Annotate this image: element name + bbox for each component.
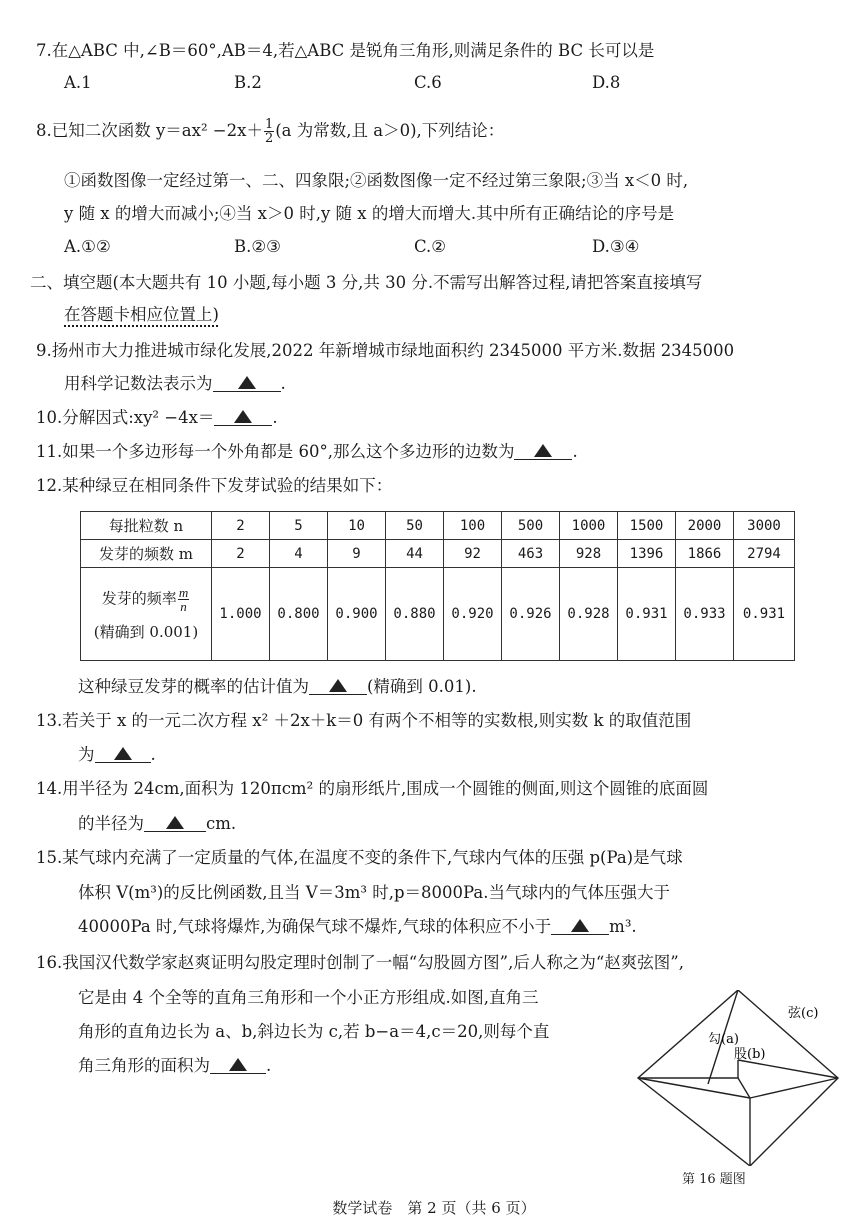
freq-fraction	[178, 586, 189, 613]
table-cell: 2794	[734, 540, 795, 568]
q13-line2-pre: 为	[78, 745, 95, 764]
page-footer: 数学试卷 第 2 页（共 6 页）	[332, 1199, 536, 1217]
triangle-icon	[234, 410, 252, 423]
q13-line2	[78, 744, 156, 766]
q12-answer-blank	[309, 676, 367, 695]
table-cell: 2	[212, 512, 270, 540]
q13-line2-post: .	[150, 745, 156, 764]
q9-line2	[64, 373, 286, 395]
q16-line4-post: .	[266, 1056, 272, 1075]
q15-line3-pre: 40000Pa 时,气球将爆炸,为确保气球不爆炸,气球的体积应不小于	[78, 917, 552, 936]
q16-line3: 角形的直角边长为 a、b,斜边长为 c,若 b−a＝4,c＝20,则每个直	[78, 1022, 550, 1041]
table-cell: 928	[560, 540, 618, 568]
triangle-icon	[571, 919, 589, 932]
section2-heading-cont: 在答题卡相应位置上)	[64, 305, 219, 324]
q8-fraction	[264, 118, 274, 145]
q12-after	[78, 676, 477, 698]
q8-stem-post: (a 为常数,且 a＞0),下列结论：	[275, 121, 505, 140]
fig-label-a: 勾(a)	[708, 1032, 739, 1047]
table-cell: 1.000	[212, 568, 270, 661]
triangle-icon	[534, 444, 552, 457]
table-cell: 4	[270, 540, 328, 568]
table-cell: 0.928	[560, 568, 618, 661]
table-cell: 0.931	[734, 568, 795, 661]
table-cell: 100	[444, 512, 502, 540]
q16-line4-pre: 角三角形的面积为	[78, 1056, 210, 1075]
triangle-icon	[329, 679, 347, 692]
q13-line1: 13.若关于 x 的一元二次方程 x² ＋2x＋k＝0 有两个不相等的实数根,则实数 k 的取值范围	[36, 711, 692, 730]
triangle-icon	[166, 816, 184, 829]
table-cell: 92	[444, 540, 502, 568]
table-cell: 44	[386, 540, 444, 568]
q15-line3	[78, 916, 637, 938]
table-cell: 463	[502, 540, 560, 568]
q15-line2: 体积 V(m³)的反比例函数,且当 V＝3m³ 时,p＝8000Pa.当气球内的气体压强大于	[78, 883, 670, 902]
q14-line2-post: cm.	[206, 814, 237, 833]
q14-line2-pre: 的半径为	[78, 814, 144, 833]
table-row	[81, 512, 795, 540]
q15-answer-blank	[551, 916, 609, 935]
zhao-shuang-svg	[630, 990, 840, 1166]
zhao-shuang-diagram	[630, 990, 840, 1170]
freq-frac-num: m	[178, 585, 189, 600]
q9-line1: 9.扬州市大力推进城市绿化发展,2022 年新增城市绿地面积约 2345000 平方米.数据 2345000	[36, 341, 735, 360]
table-cell: 1866	[676, 540, 734, 568]
q8-stem-pre: 8.已知二次函数 y＝ax² −2x＋	[36, 121, 263, 140]
q11-post: .	[572, 442, 578, 461]
fig-label-b: 股(b)	[734, 1047, 766, 1062]
q14-line2	[78, 813, 236, 835]
q10-answer-blank	[214, 407, 272, 426]
table-cell: 2000	[676, 512, 734, 540]
q12-after-post: (精确到 0.01).	[367, 677, 477, 696]
q9-answer-blank	[213, 373, 281, 392]
table-row	[81, 568, 795, 661]
figure-caption: 第 16 题图	[682, 1172, 746, 1187]
q14-line1: 14.用半径为 24cm,面积为 120πcm² 的扇形纸片,围成一个圆锥的侧面,则这个圆锥的底面圆	[36, 779, 709, 798]
freq-label-note: (精确到 0.001)	[93, 623, 199, 641]
q8-option-d: D.③④	[592, 237, 640, 256]
table-cell: 0.933	[676, 568, 734, 661]
inner-square-edge-shape	[738, 1078, 750, 1098]
q11	[36, 441, 578, 463]
freq-label	[81, 586, 211, 613]
table-cell: 0.926	[502, 568, 560, 661]
germination-table	[80, 511, 795, 661]
q10-post: .	[272, 408, 278, 427]
triangle-edge-shape	[738, 1060, 838, 1078]
section2-heading: 二、填空题(本大题共有 10 小题,每小题 3 分,共 30 分.不需写出解答过程,请把答案直接填写	[30, 273, 703, 292]
q7-option-d: D.8	[592, 73, 621, 92]
fig-label-c: 弦(c)	[788, 1006, 819, 1021]
q13-answer-blank	[95, 744, 151, 763]
triangle-icon	[238, 376, 256, 389]
table-cell: 0.800	[270, 568, 328, 661]
q12-stem: 12.某种绿豆在相同条件下发芽试验的结果如下：	[36, 476, 393, 495]
table-cell: 1500	[618, 512, 676, 540]
q8-stem	[36, 118, 504, 145]
table-row-header: 每批粒数 n	[81, 512, 212, 540]
freq-label-text: 发芽的频率	[101, 589, 177, 608]
q8-option-b: B.②③	[234, 237, 281, 256]
table-cell: 0.931	[618, 568, 676, 661]
table-cell: 500	[502, 512, 560, 540]
q9-line2-pre: 用科学记数法表示为	[64, 374, 213, 393]
triangle-edge-shape	[638, 1078, 750, 1098]
q16-line4	[78, 1055, 271, 1077]
q8-frac-num: 1	[264, 117, 274, 132]
q15-line3-post: m³.	[609, 917, 637, 936]
q16-answer-blank	[210, 1055, 266, 1074]
table-cell: 5	[270, 512, 328, 540]
triangle-icon	[114, 747, 132, 760]
table-cell: 2	[212, 540, 270, 568]
q16-line1: 16.我国汉代数学家赵爽证明勾股定理时创制了一幅“勾股圆方图”,后人称之为“赵爽弦图”,	[36, 953, 684, 972]
q8-option-a: A.①②	[64, 237, 111, 256]
table-cell: 3000	[734, 512, 795, 540]
q12-after-pre: 这种绿豆发芽的概率的估计值为	[78, 677, 309, 696]
q14-answer-blank	[144, 813, 206, 832]
q11-pre: 11.如果一个多边形每一个外角都是 60°,那么这个多边形的边数为	[36, 442, 515, 461]
table-cell: 10	[328, 512, 386, 540]
triangle-icon	[229, 1058, 247, 1071]
table-cell: 50	[386, 512, 444, 540]
q8-line2: ①函数图像一定经过第一、二、四象限;②函数图像一定不经过第三象限;③当 x＜0 时,	[64, 171, 689, 190]
table-row-header	[81, 568, 212, 661]
q7-option-a: A.1	[64, 73, 92, 92]
triangle-edge-shape	[750, 1078, 838, 1098]
q15-line1: 15.某气球内充满了一定质量的气体,在温度不变的条件下,气球内气体的压强 p(Pa)是气球	[36, 848, 683, 867]
table-cell: 1000	[560, 512, 618, 540]
freq-frac-den: n	[180, 599, 187, 614]
q9-line2-post: .	[280, 374, 286, 393]
table-row	[81, 540, 795, 568]
q8-frac-den: 2	[264, 131, 274, 146]
q7-option-c: C.6	[414, 73, 442, 92]
q10-pre: 10.分解因式:xy² −4x＝	[36, 408, 215, 427]
table-row-header: 发芽的频数 m	[81, 540, 212, 568]
q11-answer-blank	[514, 441, 572, 460]
table-cell: 9	[328, 540, 386, 568]
q7-stem: 7.在△ABC 中,∠B＝60°,AB＝4,若△ABC 是锐角三角形,则满足条件的 BC 长可以是	[36, 41, 655, 60]
q7-option-b: B.2	[234, 73, 262, 92]
table-cell: 0.900	[328, 568, 386, 661]
q8-line3: y 随 x 的增大而减小;④当 x＞0 时,y 随 x 的增大而增大.其中所有正确结论的序号是	[64, 204, 675, 223]
q8-option-c: C.②	[414, 237, 447, 256]
table-cell: 0.920	[444, 568, 502, 661]
q16-line2: 它是由 4 个全等的直角三角形和一个小正方形组成.如图,直角三	[78, 988, 539, 1007]
table-cell: 0.880	[386, 568, 444, 661]
q10	[36, 407, 278, 429]
table-cell: 1396	[618, 540, 676, 568]
